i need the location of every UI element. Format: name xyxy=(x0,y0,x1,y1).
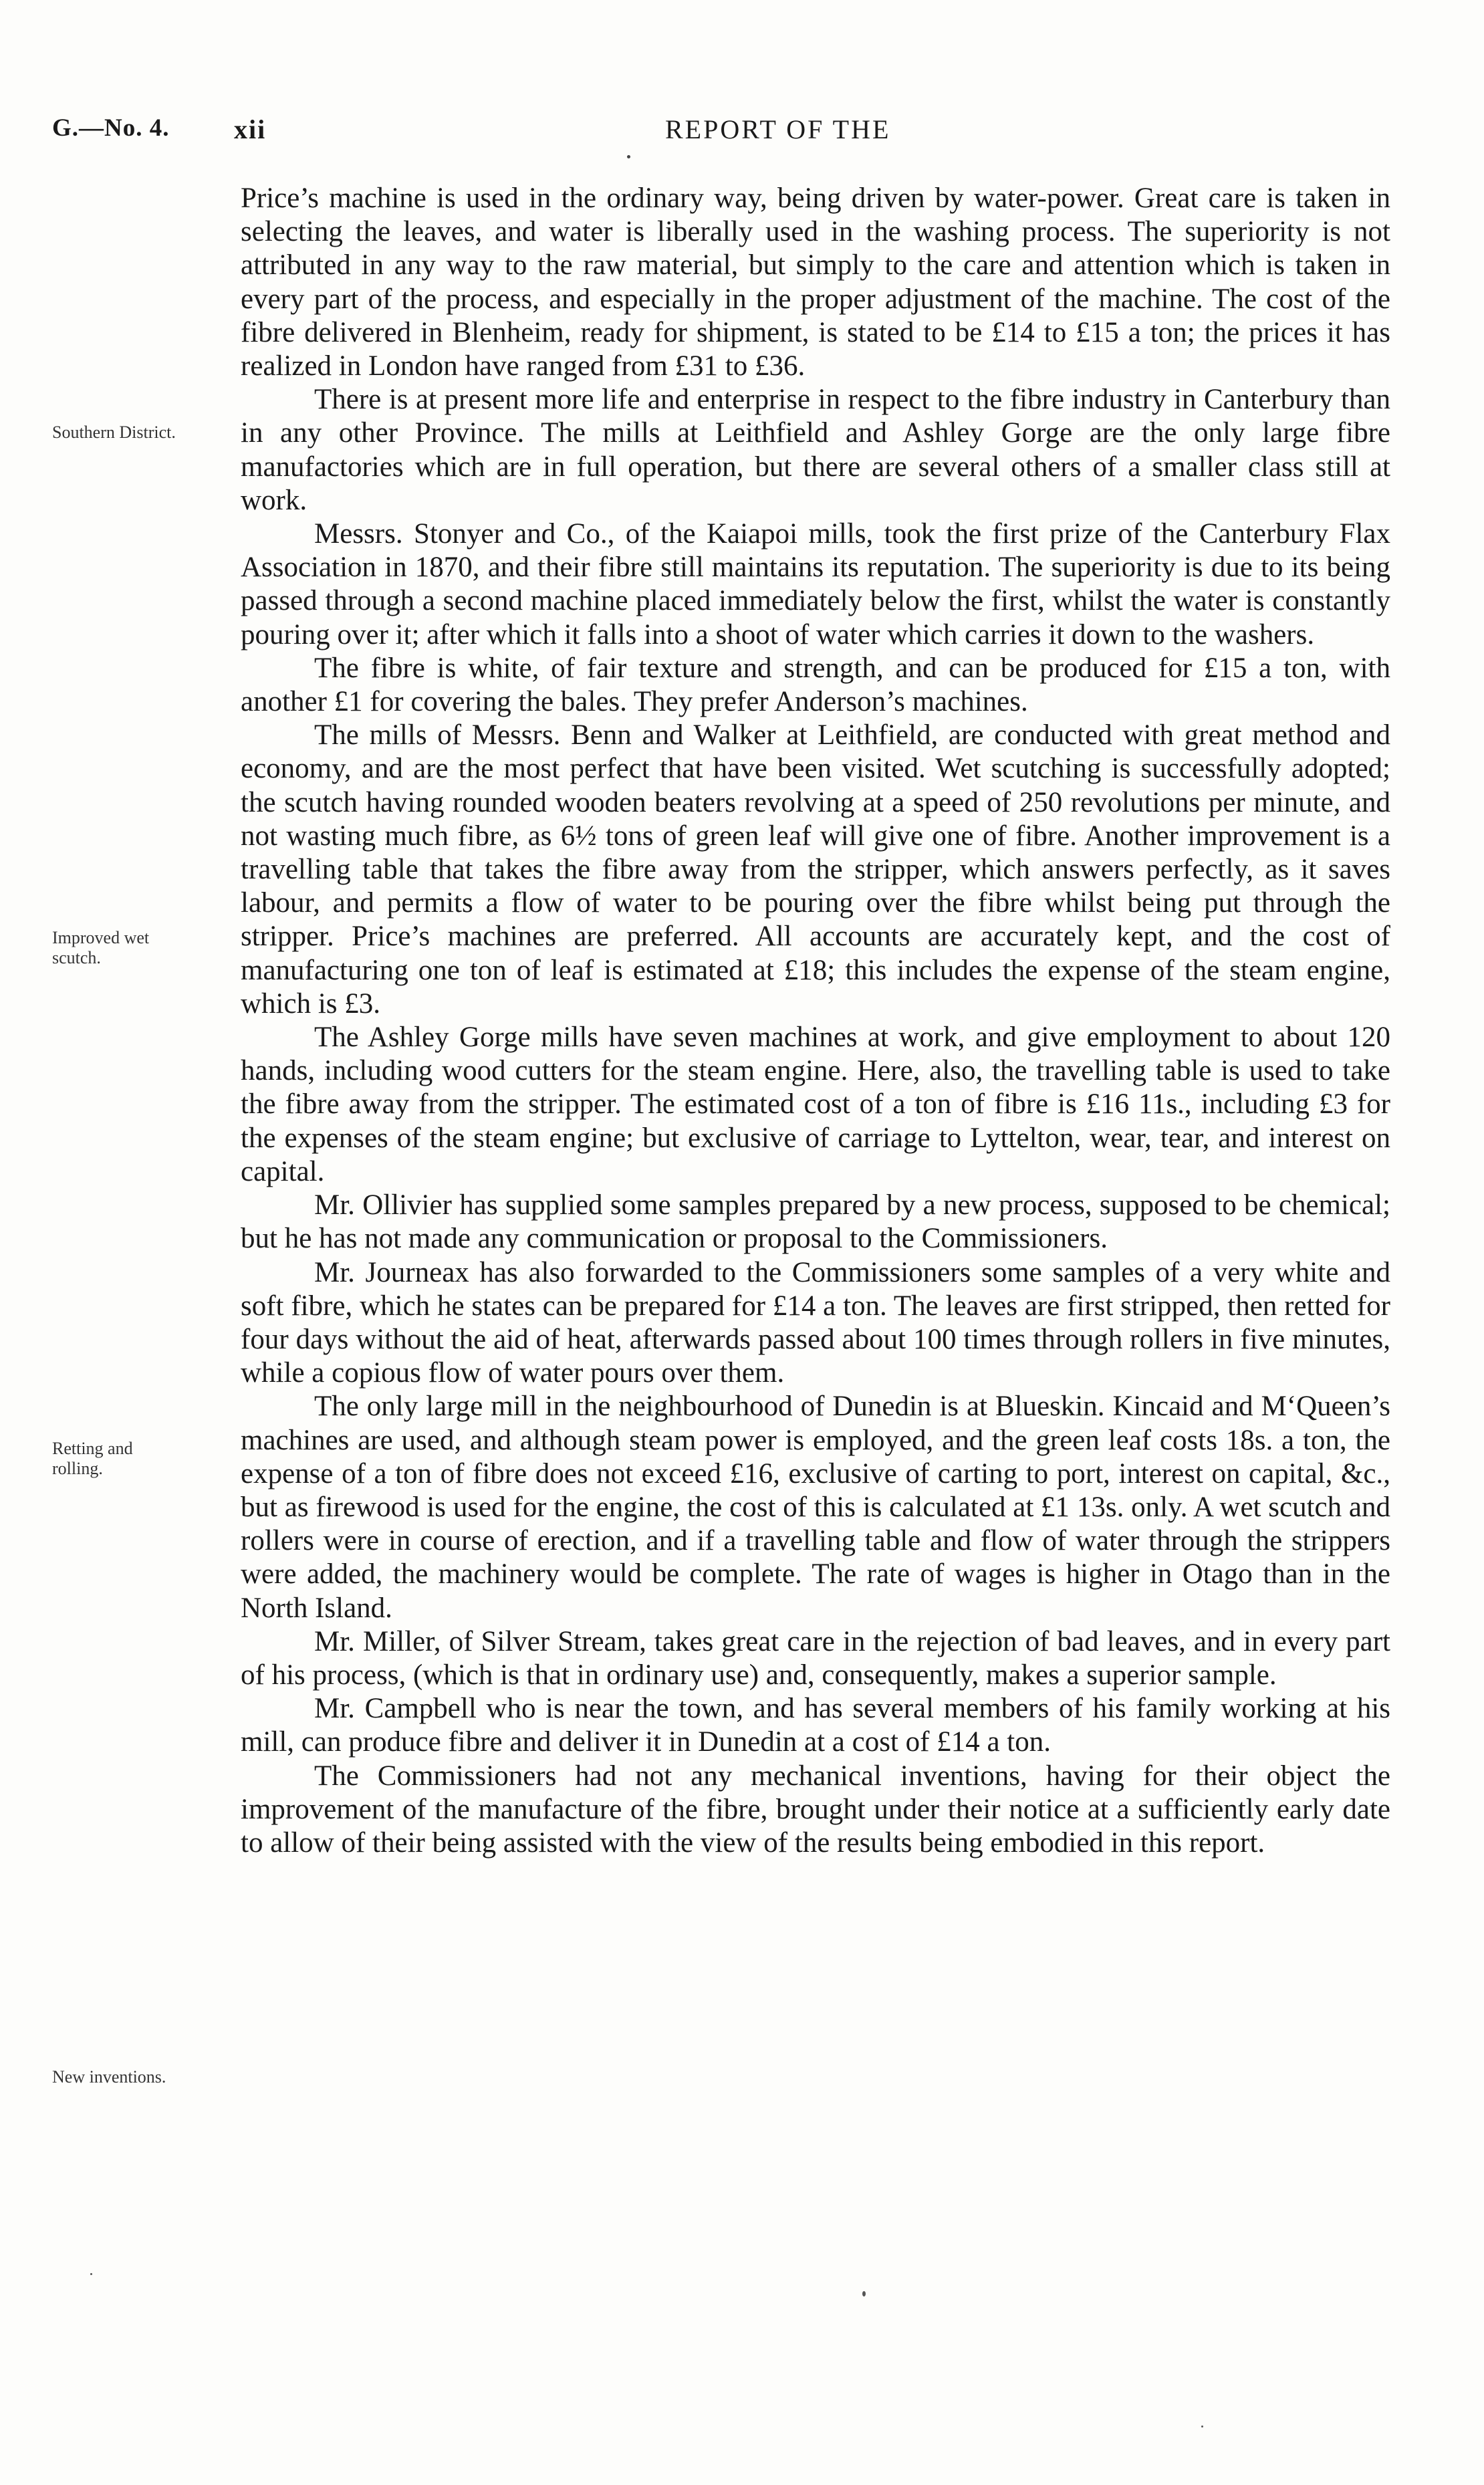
margin-note-new-inventions: New inventions. xyxy=(52,2067,166,2087)
ink-speck xyxy=(90,2273,92,2275)
report-body xyxy=(241,182,1390,1860)
paragraph: The only large mill in the neighbourhood of Dunedin is at Blueskin. Kincaid and M‘Queen’s machines are used, and although steam power is employed, and the green leaf costs 18s. a ton, the expense of a ton of fibre does not exceed £16, exclusive of carting to port, interest on capital, &c., but as firewood is used for the engine, the cost of this is calculated at £1 13s. only. A wet scutch and rollers were in course of erection, and if a travelling table and flow of water through the strippers were added, the machinery would be complete. The rate of wages is higher in Otago than in the North Island. xyxy=(241,1391,1390,1624)
page-number: xii xyxy=(234,114,267,144)
margin-note-retting-rolling: Retting and rolling. xyxy=(52,1439,133,1478)
paragraph: The Commissioners had not any mechanical inventions, having for their object the improvement of the manufacture of the fibre, brought under their notice at a sufficiently early date to allow of their being assisted with the view of the results being embodied in this report. xyxy=(241,1760,1390,1859)
paragraph: The mills of Messrs. Benn and Walker at Leithfield, are conducted with great method and economy, and are the most perfect that have been visited. Wet scutching is successfully adopted; the scutch having rounded wooden beaters revolving at a speed of 250 revolutions per minute, and not wasting much fibre, as 6½ tons of green leaf will give one of fibre. Another improvement is a travelling table that takes the fibre away from the stripper, which answers perfectly, as it saves labour, and permits a flow of water to be pouring over the fibre whilst being put through the stripper. Price’s machines are preferred. All accounts are accurately kept, and the cost of manufacturing one ton of leaf is estimated at £18; this includes the expense of the steam engine, which is £3. xyxy=(241,719,1390,1020)
paragraph: Mr. Journeax has also forwarded to the Commissioners some samples of a very white and soft fibre, which he states can be prepared for £14 a ton. The leaves are first stripped, then retted for four days without the aid of heat, afterwards passed about 100 times through rollers in five minutes, while a copious flow of water pours over them. xyxy=(241,1256,1390,1389)
margin-note-improved-wet-scutch: Improved wet scutch. xyxy=(52,928,150,967)
paragraph: There is at present more life and enterprise in respect to the fibre industry in Canterbury than in any other Province. The mills at Leithfield and Ashley Gorge are the only large fibre manufactories which are in full operation, but there are several others of a smaller class still at work. xyxy=(241,384,1390,516)
ink-speck xyxy=(862,2291,866,2296)
paragraph: The fibre is white, of fair texture and strength, and can be produced for £15 a ton, with another £1 for covering the bales. They prefer Anderson’s machines. xyxy=(241,652,1390,718)
paragraph: Mr. Campbell who is near the town, and has several members of his family working at his mill, can produce fibre and deliver it in Dunedin at a cost of £14 a ton. xyxy=(241,1693,1390,1758)
document-code: G.—No. 4. xyxy=(52,114,170,142)
paragraph: Price’s machine is used in the ordinary way, being driven by water-power. Great care is taken in selecting the leaves, and water is liberally used in the washing process. The superiority is not attributed in any way to the raw material, but simply to the care and attention which is taken in every part of the process, and especially in the proper adjustment of the machine. The cost of the fibre delivered in Blenheim, ready for shipment, is stated to be £14 to £15 a ton; the prices it has realized in London have ranged from £31 to £36. xyxy=(241,183,1390,382)
paragraph: Mr. Ollivier has supplied some samples prepared by a new process, supposed to be chemical; but he has not made any communication or proposal to the Commissioners. xyxy=(241,1189,1390,1255)
paragraph: The Ashley Gorge mills have seven machines at work, and give employment to about 120 hands, including wood cutters for the steam engine. Here, also, the travelling table is used to take the fibre away from the stripper. The estimated cost of a ton of fibre is £16 11s., including £3 for the expenses of the steam engine; but exclusive of carriage to Lyttelton, wear, tear, and interest on capital. xyxy=(241,1022,1390,1187)
ink-speck xyxy=(627,155,630,158)
running-title: REPORT OF THE xyxy=(665,114,891,144)
ink-speck xyxy=(1201,2425,1203,2428)
paragraph: Mr. Miller, of Silver Stream, takes great care in the rejection of bad leaves, and in every part of his process, (which is that in ordinary use) and, consequently, makes a superior sample. xyxy=(241,1625,1390,1691)
paragraph: Messrs. Stonyer and Co., of the Kaiapoi mills, took the first prize of the Canterbury Flax Association in 1870, and their fibre still maintains its reputation. The superiority is due to its being passed through a second machine placed immediately below the first, whilst the water is constantly pouring over it; after which it falls into a shoot of water which carries it down to the washers. xyxy=(241,518,1390,650)
margin-note-southern-district: Southern District. xyxy=(52,423,176,442)
